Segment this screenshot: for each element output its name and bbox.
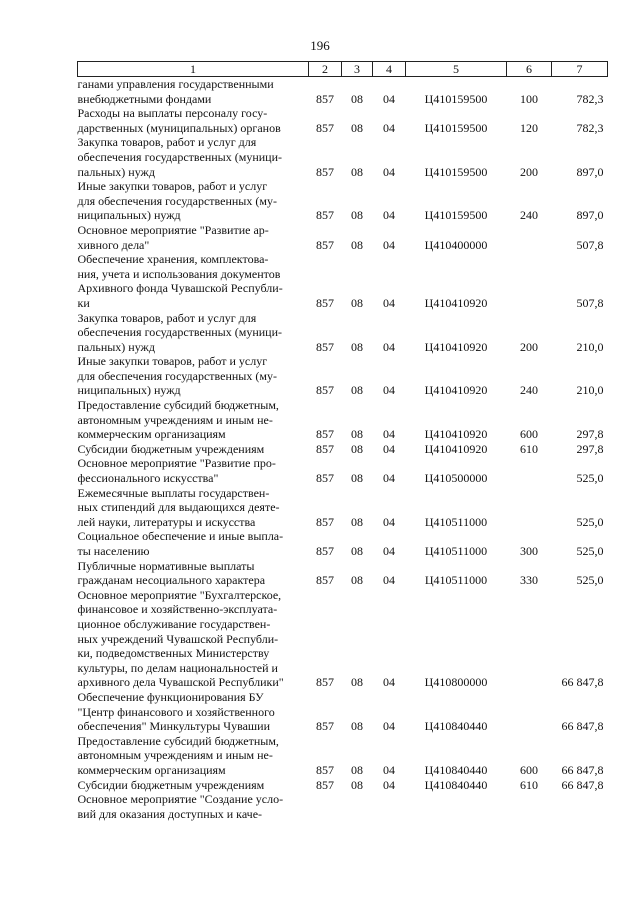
expense-type-cell: 600 (520, 427, 538, 442)
column-header-5: 5 (406, 62, 507, 77)
admin-code-cell: 857 (316, 441, 334, 456)
expense-type-cell: 240 (520, 383, 538, 398)
row-description (78, 77, 309, 107)
target-article-cell: Ц410410920 (424, 339, 488, 354)
row-description-line: пальных) нужд (77, 339, 155, 354)
row-description-line: автономным учреждениям и иным не- (77, 748, 273, 763)
admin-code-cell: 857 (316, 544, 334, 558)
row-description-line: ты населению (77, 544, 150, 558)
table-row (78, 106, 608, 135)
table-row (78, 354, 608, 398)
section-code-cell: 08 (351, 675, 363, 690)
table-row (78, 778, 608, 793)
budget-table (77, 61, 608, 821)
admin-code-cell: 857 (316, 719, 334, 734)
admin-code-cell: 857 (316, 120, 334, 135)
row-description (78, 252, 309, 310)
section-code-cell: 08 (351, 383, 363, 398)
amount-cell: 782,3 (576, 120, 604, 135)
table-row (78, 690, 608, 734)
subsection-code-cell: 04 (383, 777, 395, 792)
row-description-line: ниципальных) нужд (77, 383, 181, 398)
column-header-6: 6 (507, 62, 552, 77)
section-code-cell: 08 (351, 762, 363, 777)
subsection-code-cell: 04 (383, 91, 395, 106)
amount-cell: 897,0 (576, 208, 604, 223)
row-description (78, 778, 309, 793)
section-code-cell: 08 (351, 295, 363, 310)
expense-type-cell (507, 792, 552, 821)
table-row (78, 588, 608, 690)
admin-code-cell: 857 (316, 675, 334, 690)
subsection-code-cell: 04 (383, 441, 395, 456)
section-code-cell: 08 (351, 573, 363, 588)
target-article-cell: Ц410159500 (424, 120, 488, 135)
subsection-code-cell: 04 (383, 295, 395, 310)
subsection-code-cell: 04 (383, 675, 395, 690)
column-header-1: 1 (78, 62, 309, 77)
row-description-line: Иные закупки товаров, работ и услуг (77, 179, 268, 194)
row-description-line: ния, учета и использования документов (77, 266, 281, 281)
expense-type-cell: 240 (520, 208, 538, 223)
row-description-line: обеспечения государственных (муници- (77, 149, 283, 164)
subsection-code-cell: 04 (383, 544, 395, 558)
row-description-line: Обеспечение функционирования БУ (77, 689, 264, 704)
table-row (78, 792, 608, 821)
admin-code-cell: 857 (316, 762, 334, 777)
target-article-cell: Ц410410920 (424, 295, 488, 310)
row-description-line: Архивного фонда Чувашской Республи- (77, 281, 283, 296)
table-row (78, 734, 608, 778)
row-description-line: внебюджетными фондами (77, 91, 212, 106)
section-code-cell: 08 (351, 237, 363, 252)
target-article-cell: Ц410800000 (424, 675, 488, 690)
expense-type-cell: 330 (520, 573, 538, 588)
row-description (78, 792, 309, 821)
row-description-line: архивного дела Чувашской Республики" (77, 675, 284, 690)
target-article-cell: Ц410410920 (424, 427, 488, 442)
row-description-line: "Центр финансового и хозяйственного (77, 704, 275, 719)
expense-type-cell (507, 486, 552, 530)
row-description-line: лей науки, литературы и искусства (77, 514, 256, 529)
amount-cell: 525,0 (576, 471, 604, 486)
target-article-cell: Ц410159500 (424, 91, 488, 106)
admin-code-cell: 857 (316, 237, 334, 252)
row-description-line: вий для оказания доступных и каче- (77, 806, 263, 821)
subsection-code-cell: 04 (383, 514, 395, 529)
target-article-cell: Ц410410920 (424, 441, 488, 456)
amount-cell: 525,0 (576, 544, 604, 558)
table-row (78, 398, 608, 442)
admin-code-cell (309, 792, 342, 821)
admin-code-cell: 857 (316, 91, 334, 106)
row-description-line: дарственных (муниципальных) органов (77, 120, 281, 135)
table-row (78, 252, 608, 310)
subsection-code-cell: 04 (383, 471, 395, 486)
admin-code-cell: 857 (316, 164, 334, 179)
section-code-cell: 08 (351, 339, 363, 354)
target-article-cell: Ц410511000 (424, 514, 488, 529)
page-number: 196 (310, 38, 330, 53)
subsection-code-cell: 04 (383, 237, 395, 252)
row-description-line: ки, подведомственных Министерству (77, 646, 270, 661)
row-description-line: для обеспечения государственных (му- (77, 368, 277, 383)
row-description (78, 135, 309, 179)
section-code-cell: 08 (351, 120, 363, 135)
subsection-code-cell: 04 (383, 383, 395, 398)
row-description (78, 179, 309, 223)
target-article-cell: Ц410400000 (424, 237, 488, 252)
amount-cell: 782,3 (576, 91, 604, 106)
row-description (78, 588, 309, 690)
amount-cell: 897,0 (576, 164, 604, 179)
column-header-2: 2 (309, 62, 342, 77)
expense-type-cell: 610 (520, 441, 538, 456)
section-code-cell: 08 (351, 777, 363, 792)
table-row (78, 179, 608, 223)
expense-type-cell (507, 252, 552, 310)
amount-cell: 66 847,8 (561, 675, 604, 690)
subsection-code-cell: 04 (383, 164, 395, 179)
row-description (78, 354, 309, 398)
expense-type-cell: 300 (520, 544, 538, 558)
expense-type-cell: 100 (520, 91, 538, 106)
section-code-cell: 08 (351, 208, 363, 223)
expense-type-cell (507, 588, 552, 690)
row-description (78, 529, 309, 558)
section-code-cell: 08 (351, 427, 363, 442)
row-description (78, 690, 309, 734)
target-article-cell (406, 792, 507, 821)
amount-cell: 297,8 (576, 441, 604, 456)
admin-code-cell: 857 (316, 339, 334, 354)
expense-type-cell: 610 (520, 777, 538, 792)
row-description (78, 559, 309, 588)
row-description-line: Обеспечение хранения, комплектова- (77, 252, 269, 267)
amount-cell: 66 847,8 (561, 762, 604, 777)
table-row (78, 135, 608, 179)
section-code-cell: 08 (351, 441, 363, 456)
section-code-cell: 08 (351, 544, 363, 558)
expense-type-cell: 200 (520, 339, 538, 354)
section-code-cell: 08 (351, 471, 363, 486)
target-article-cell: Ц410511000 (424, 544, 488, 558)
target-article-cell: Ц410159500 (424, 164, 488, 179)
row-description (78, 223, 309, 252)
subsection-code-cell: 04 (383, 120, 395, 135)
target-article-cell: Ц410840440 (424, 762, 488, 777)
target-article-cell: Ц410511000 (424, 573, 488, 588)
section-code-cell: 08 (351, 164, 363, 179)
row-description (78, 398, 309, 442)
admin-code-cell: 857 (316, 573, 334, 588)
target-article-cell: Ц410410920 (424, 383, 488, 398)
row-description (78, 734, 309, 778)
row-description-line: Расходы на выплаты персоналу госу- (77, 106, 268, 121)
row-description-line: Предоставление субсидий бюджетным, (77, 398, 279, 413)
admin-code-cell: 857 (316, 514, 334, 529)
row-description-line: Основное мероприятие "Создание усло- (77, 792, 284, 807)
row-description-line: Предоставление субсидий бюджетным, (77, 733, 279, 748)
row-description (78, 486, 309, 530)
subsection-code-cell: 04 (383, 339, 395, 354)
amount-cell: 507,8 (576, 237, 604, 252)
row-description-line: Основное мероприятие "Бухгалтерское, (77, 587, 282, 602)
amount-cell: 507,8 (576, 295, 604, 310)
admin-code-cell: 857 (316, 208, 334, 223)
subsection-code-cell: 04 (383, 573, 395, 588)
table-row (78, 223, 608, 252)
table-header-row (78, 62, 608, 77)
row-description-line: Основное мероприятие "Развитие ар- (77, 222, 269, 237)
admin-code-cell: 857 (316, 777, 334, 792)
table-row (78, 559, 608, 588)
table-row (78, 311, 608, 355)
row-description-line: Субсидии бюджетным учреждениям (77, 777, 265, 792)
row-description-line: ных стипендий для выдающихся деяте- (77, 500, 280, 515)
column-header-4: 4 (373, 62, 406, 77)
row-description-line: Закупка товаров, работ и услуг для (77, 310, 257, 325)
table-row (78, 486, 608, 530)
row-description-line: ционное обслуживание государствен- (77, 616, 271, 631)
row-description (78, 442, 309, 457)
subsection-code-cell: 04 (383, 208, 395, 223)
amount-cell: 210,0 (576, 383, 604, 398)
amount-cell: 525,0 (576, 573, 604, 588)
column-header-7: 7 (552, 62, 608, 77)
admin-code-cell: 857 (316, 471, 334, 486)
expense-type-cell: 200 (520, 164, 538, 179)
row-description-line: фессионального искусства" (77, 471, 219, 486)
expense-type-cell (507, 690, 552, 734)
row-description-line: Субсидии бюджетным учреждениям (77, 441, 265, 456)
subsection-code-cell: 04 (383, 719, 395, 734)
amount-cell: 525,0 (576, 514, 604, 529)
amount-cell: 210,0 (576, 339, 604, 354)
expense-type-cell (507, 223, 552, 252)
row-description-line: обеспечения государственных (муници- (77, 325, 283, 340)
amount-cell: 66 847,8 (561, 777, 604, 792)
table-row (78, 77, 608, 107)
row-description-line: ганами управления государственными (77, 77, 274, 91)
row-description-line: коммерческим организациям (77, 762, 226, 777)
subsection-code-cell: 04 (383, 427, 395, 442)
column-header-3: 3 (342, 62, 373, 77)
row-description-line: ниципальных) нужд (77, 208, 181, 223)
row-description-line: автономным учреждениям и иным не- (77, 412, 273, 427)
row-description-line: ки (77, 295, 90, 310)
row-description-line: Иные закупки товаров, работ и услуг (77, 354, 268, 369)
expense-type-cell (507, 456, 552, 485)
section-code-cell: 08 (351, 514, 363, 529)
section-code-cell: 08 (351, 91, 363, 106)
row-description-line: Основное мероприятие "Развитие про- (77, 456, 276, 471)
row-description (78, 311, 309, 355)
row-description-line: Ежемесячные выплаты государствен- (77, 485, 270, 500)
row-description-line: Публичные нормативные выплаты (77, 558, 255, 573)
admin-code-cell: 857 (316, 383, 334, 398)
row-description-line: ных учреждений Чувашской Республи- (77, 631, 279, 646)
table-row (78, 529, 608, 558)
target-article-cell: Ц410840440 (424, 777, 488, 792)
table-body (78, 77, 608, 822)
expense-type-cell: 600 (520, 762, 538, 777)
section-code-cell (342, 792, 373, 821)
table-row (78, 442, 608, 457)
amount-cell (552, 792, 608, 821)
amount-cell: 66 847,8 (561, 719, 604, 734)
table-row (78, 456, 608, 485)
target-article-cell: Ц410500000 (424, 471, 488, 486)
subsection-code-cell: 04 (383, 762, 395, 777)
row-description (78, 456, 309, 485)
row-description-line: обеспечения" Минкультуры Чувашии (77, 719, 270, 734)
row-description (78, 106, 309, 135)
expense-type-cell: 120 (520, 120, 538, 135)
row-description-line: коммерческим организациям (77, 427, 226, 442)
subsection-code-cell (373, 792, 406, 821)
row-description-line: пальных) нужд (77, 164, 155, 179)
row-description-line: для обеспечения государственных (му- (77, 193, 277, 208)
section-code-cell: 08 (351, 719, 363, 734)
row-description-line: Закупка товаров, работ и услуг для (77, 135, 257, 150)
target-article-cell: Ц410840440 (424, 719, 488, 734)
amount-cell: 297,8 (576, 427, 604, 442)
row-description-line: хивного дела" (77, 237, 150, 252)
target-article-cell: Ц410159500 (424, 208, 488, 223)
row-description-line: финансовое и хозяйственно-эксплуата- (77, 602, 278, 617)
row-description-line: Социальное обеспечение и иные выпла- (77, 529, 284, 544)
row-description-line: культуры, по делам национальностей и (77, 660, 278, 675)
admin-code-cell: 857 (316, 295, 334, 310)
row-description-line: гражданам несоциального характера (77, 573, 266, 588)
admin-code-cell: 857 (316, 427, 334, 442)
